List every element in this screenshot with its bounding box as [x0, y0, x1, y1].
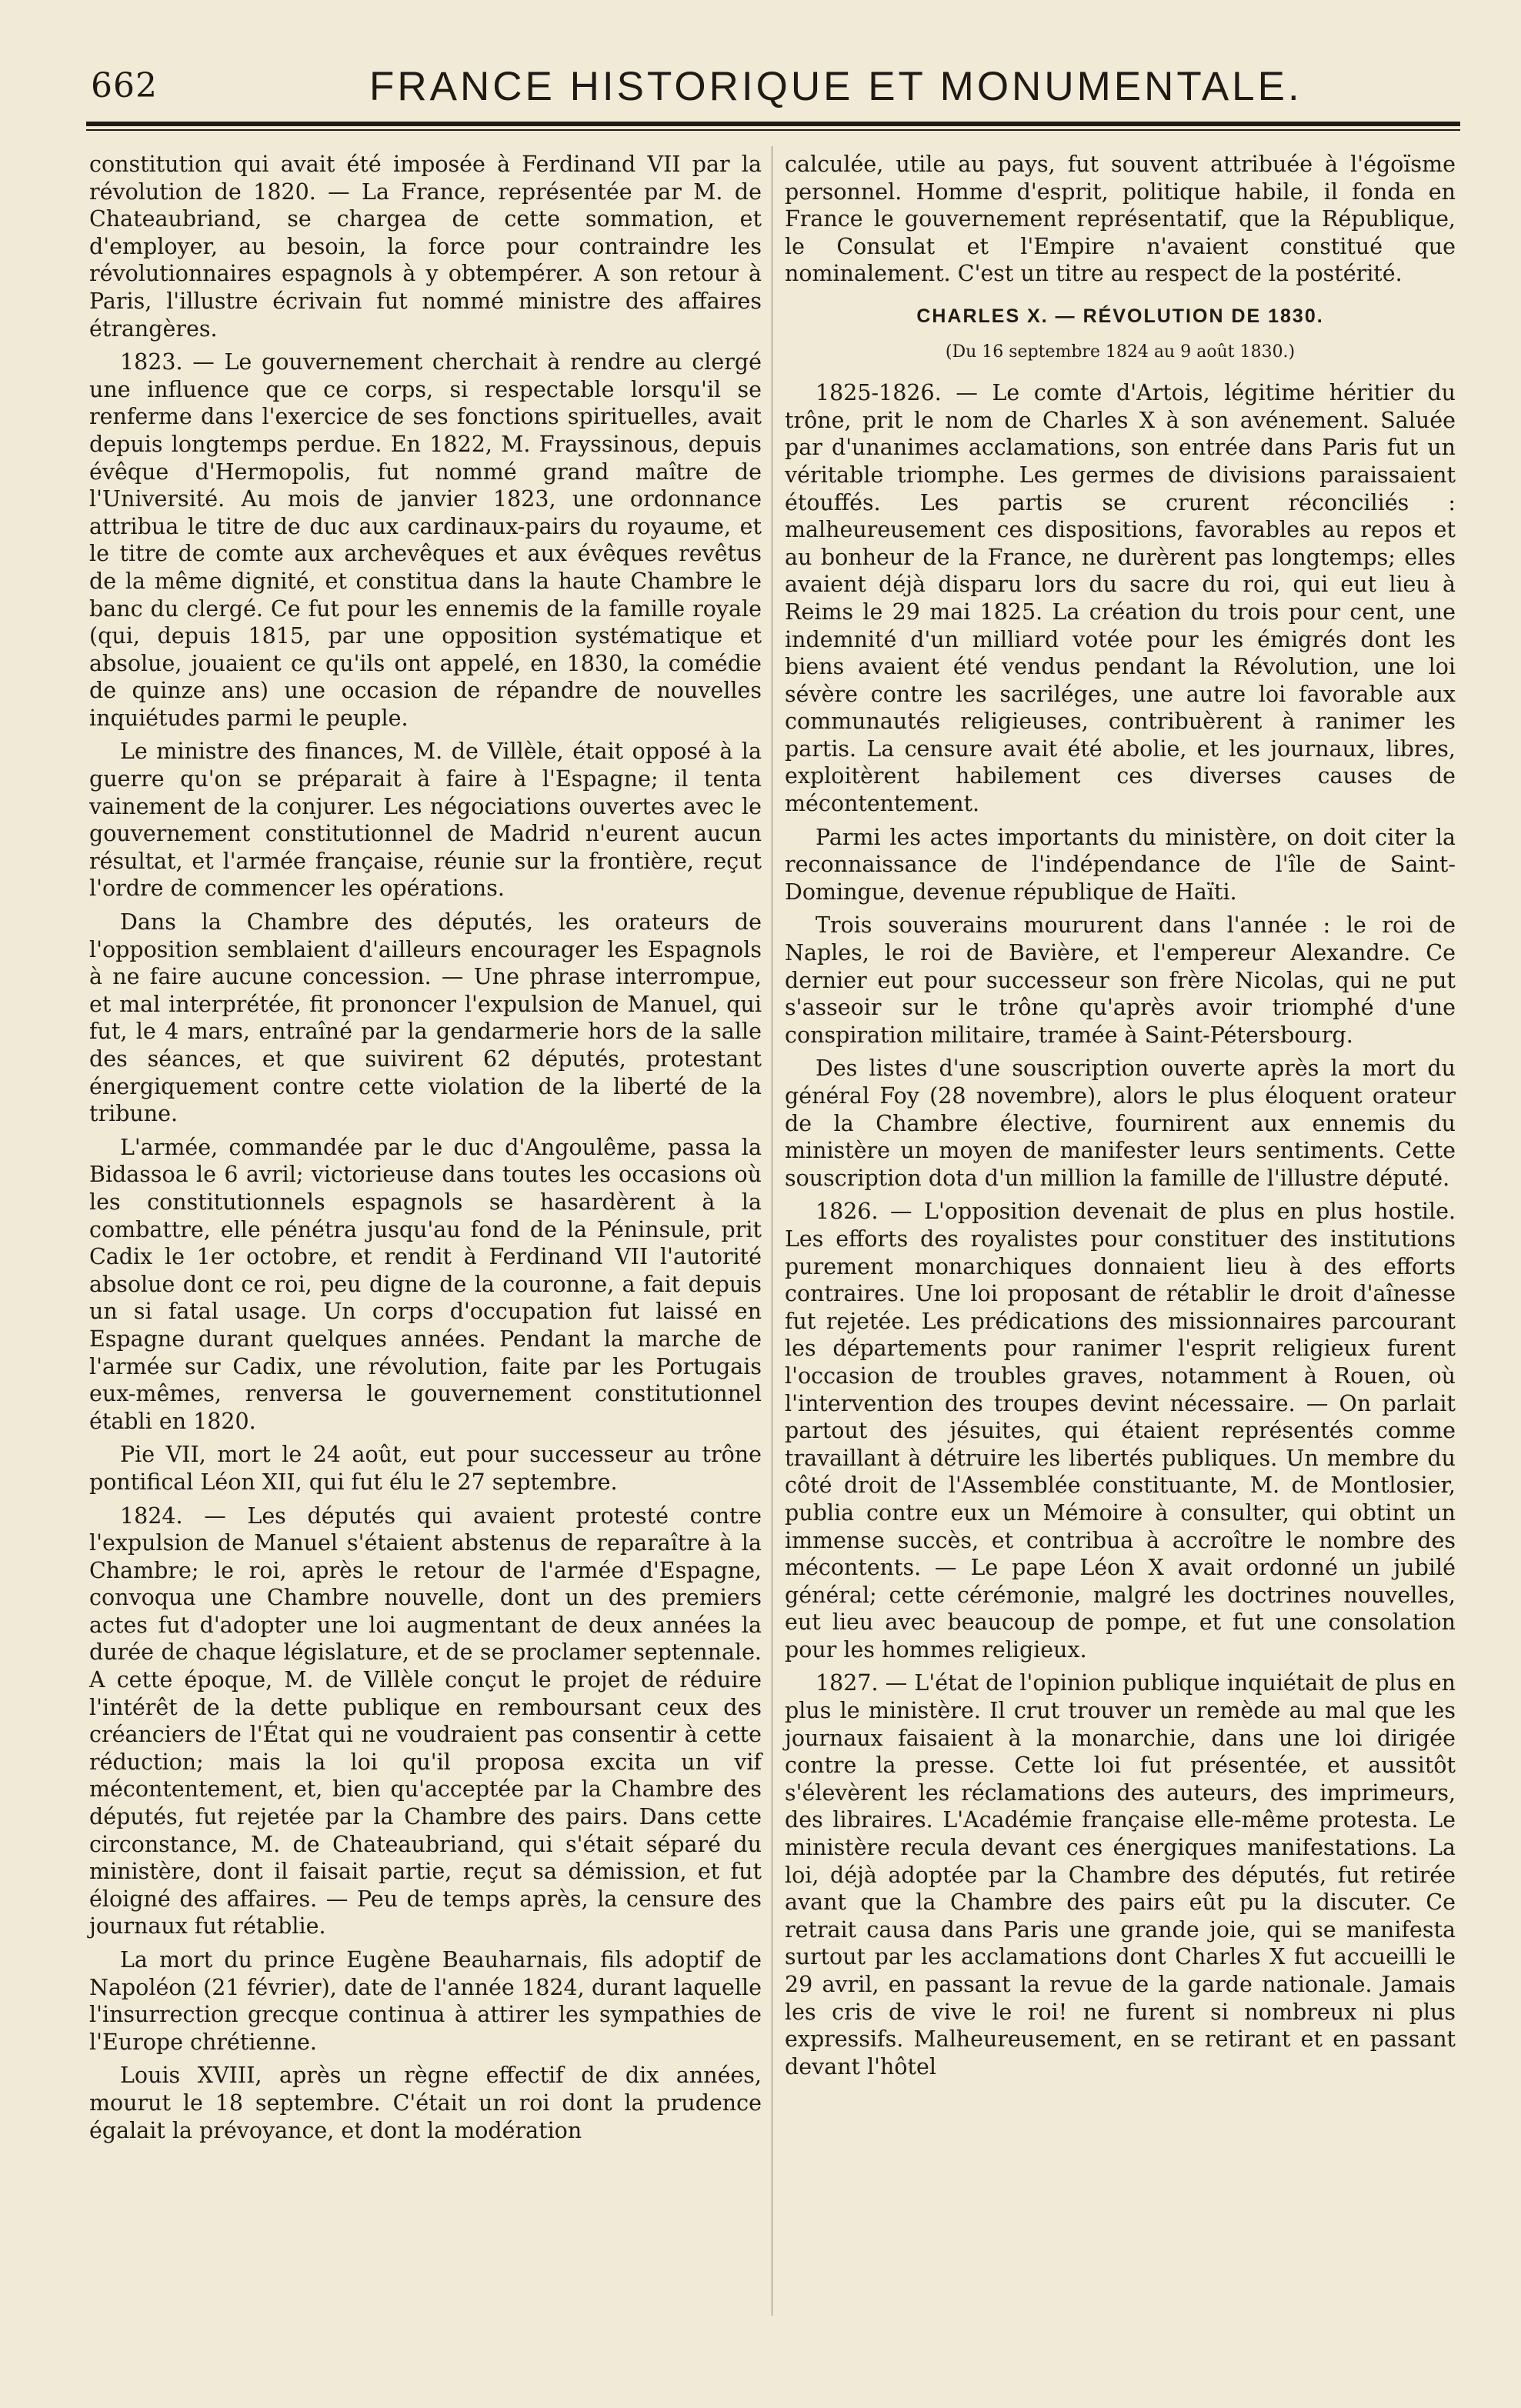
paragraph: Le ministre des finances, M. de Villèle, était opposé à la guerre qu'on se préparait à faire à l'Espagne; il tenta vainement de la conjurer. Les négociations ouvertes avec le gouvernement constitutionnel de Madrid n'eurent aucun résultat, et l'armée française, réunie sur la frontière, reçut l'ordre de commencer les opérations.: [89, 739, 762, 902]
paragraph: 1826. — L'opposition devenait de plus en plus hostile. Les efforts des royalistes pour constituer des institutions purement monarchiques donnaient lieu à des efforts contraires. Une loi proposant de rétablir le droit d'aînesse fut rejetée. Les prédications des missionnaires parcourant les départements pour ranimer l'esprit religieux furent l'occasion de troubles graves, notamment à Rouen, où l'intervention des troupes devint nécessaire. — On parlait partout des jésuites, qui étaient représentés comme travaillant à détruire les libertés publiques. Un membre du côté droit de l'Assemblée constituante, M. de Montlosier, publia contre eux un Mémoire à consulter, qui obtint un immense succès, et contribua à accroître le nombre des mécontents. — Le pape Léon X avait ordonné un jubilé général; cette cérémonie, malgré les doctrines nouvelles, eut lieu avec beaucoup de pompe, et fut une consolation pour les hommes religieux.: [785, 1199, 1456, 1663]
section-dates: (Du 16 septembre 1824 au 9 août 1830.): [945, 342, 1296, 362]
paragraph: Trois souverains moururent dans l'année : le roi de Naples, le roi de Bavière, et l'empereur Alexandre. Ce dernier eut pour successeur son frère Nicolas, qui ne put s'asseoir sur le trône qu'après avoir triomphé d'une conspiration militaire, tramée à Saint-Pétersbourg.: [785, 912, 1456, 1048]
paragraph: Pie VII, mort le 24 août, eut pour successeur au trône pontifical Léon XII, qui fut élu le 27 septembre.: [89, 1442, 762, 1495]
left-column: [89, 151, 762, 2150]
paragraph: 1825-1826. — Le comte d'Artois, légitime héritier du trône, prit le nom de Charles X à son avénement. Saluée par d'unanimes acclamations, son entrée dans Paris fut un véritable triomphe. Les germes de divisions paraissaient étouffés. Les partis se crurent réconciliés : malheureusement ces dispositions, favorables au repos et au bonheur de la France, ne durèrent pas longtemps; elles avaient déjà disparu lors du sacre du roi, qui eut lieu à Reims le 29 mai 1825. La création du trois pour cent, une indemnité d'un milliard votée pour les émigrés dont les biens avaient été vendus pendant la Révolution, une loi sévère contre les sacriléges, une autre loi favorable aux communautés religieuses, contribuèrent à ranimer les partis. La censure avait été abolie, et les journaux, libres, exploitèrent habilement ces diverses causes de mécontentement.: [785, 380, 1456, 817]
paragraph: L'armée, commandée par le duc d'Angoulême, passa la Bidassoa le 6 avril; victorieuse dans toutes les occasions où les constitutionnels espagnols se hasardèrent à la combattre, elle pénétra jusqu'au fond de la Péninsule, prit Cadix le 1er octobre, et rendit à Ferdinand VII l'autorité absolue dont ce roi, peu digne de la couronne, a fait depuis un si fatal usage. Un corps d'occupation fut laissé en Espagne durant quelques années. Pendant la marche de l'armée sur Cadix, une révolution, faite par les Portugais eux-mêmes, renversa le gouvernement constitutionnel établi en 1820.: [89, 1134, 762, 1434]
paragraph: 1824. — Les députés qui avaient protesté contre l'expulsion de Manuel s'étaient abstenus de reparaître à la Chambre; le roi, après le retour de l'armée d'Espagne, convoqua une Chambre nouvelle, dont un des premiers actes fut d'adopter une loi augmentant de deux années la durée de chaque législature, et de se proclamer septennale. A cette époque, M. de Villèle conçut le projet de réduire l'intérêt de la dette publique en remboursant ceux des créanciers de l'État qui ne voudraient pas consentir à cette réduction; mais la loi qu'il proposa excita un vif mécontentement, et, bien qu'acceptée par la Chambre des députés, fut rejetée par la Chambre des pairs. Dans cette circonstance, M. de Chateaubriand, qui s'était séparé du ministère, dont il faisait partie, reçut sa démission, et fut éloigné des affaires. — Peu de temps après, la censure des journaux fut rétablie.: [89, 1502, 762, 1939]
paragraph: Parmi les actes importants du ministère, on doit citer la reconnaissance de l'indépendance de l'île de Saint-Domingue, devenue république de Haïti.: [785, 824, 1456, 905]
paragraph: La mort du prince Eugène Beauharnais, fils adoptif de Napoléon (21 février), date de l'année 1824, durant laquelle l'insurrection grecque continua à attirer les sympathies de l'Europe chrétienne.: [89, 1947, 762, 2055]
paragraph: Louis XVIII, après un règne effectif de dix années, mourut le 18 septembre. C'était un roi dont la prudence égalait la prévoyance, et dont la modération: [89, 2063, 762, 2143]
page-header: [91, 63, 1459, 114]
paragraph: 1827. — L'état de l'opinion publique inquiétait de plus en plus le ministère. Il crut trouver un remède au mal que les journaux faisaient à la monarchie, dans une loi dirigée contre la presse. Cette loi fut présentée, et aussitôt s'élevèrent les réclamations des auteurs, des imprimeurs, des libraires. L'Académie française elle-même protesta. Le ministère recula devant ces énergiques manifestations. La loi, déjà adoptée par la Chambre des députés, fut retirée avant que la Chambre des pairs eût pu la discuter. Ce retrait causa dans Paris une grande joie, qui se manifesta surtout par les acclamations dont Charles X fut accueilli le 29 avril, en passant la revue de la garde nationale. Jamais les cris de vive le roi! ne furent si nombreux ni plus expressifs. Malheureusement, en se retirant et en passant devant l'hôtel: [785, 1670, 1456, 2079]
running-title: FRANCE HISTORIQUE ET MONUMENTALE.: [369, 64, 1303, 109]
paragraph: Dans la Chambre des députés, les orateurs de l'opposition semblaient d'ailleurs encourager les Espagnols à ne faire aucune concession. — Une phrase interrompue, et mal interprétée, fit prononcer l'expulsion de Manuel, qui fut, le 4 mars, entraîné par la gendarmerie hors de la salle des séances, et que suivirent 62 députés, protestant énergiquement contre cette violation de la liberté de la tribune.: [89, 909, 762, 1127]
header-rule-thin: [86, 129, 1460, 131]
paragraph: 1823. — Le gouvernement cherchait à rendre au clergé une influence que ce corps, si respectable lorsqu'il se renferme dans l'exercice de ses fonctions spirituelles, avait depuis longtemps perdue. En 1822, M. Frayssinous, depuis évêque d'Hermopolis, fut nommé grand maître de l'Université. Au mois de janvier 1823, une ordonnance attribua le titre de duc aux cardinaux-pairs du royaume, et le titre de comte aux archevêques et aux évêques revêtus de la même dignité, et constitua dans la haute Chambre le banc du clergé. Ce fut pour les ennemis de la famille royale (qui, depuis 1815, par une opposition systématique et absolue, jouaient ce qu'ils ont appelé, en 1830, la comédie de quinze ans) une occasion de répandre de nouvelles inquiétudes parmi le peuple.: [89, 349, 762, 731]
paragraph: calculée, utile au pays, fut souvent attribuée à l'égoïsme personnel. Homme d'esprit, politique habile, il fonda en France le gouvernement représentatif, que la République, le Consulat et l'Empire n'avaient constitué que nominalement. C'est un titre au respect de la postérité.: [785, 152, 1456, 287]
paragraph: constitution qui avait été imposée à Ferdinand VII par la révolution de 1820. — La France, représentée par M. de Chateaubriand, se chargea de cette sommation, et d'employer, au besoin, la force pour contraindre les révolutionnaires espagnols à y obtempérer. A son retour à Paris, l'illustre écrivain fut nommé ministre des affaires étrangères.: [89, 152, 762, 342]
section-title: CHARLES X. — RÉVOLUTION DE 1830.: [916, 305, 1324, 327]
right-column: [785, 151, 1456, 2086]
page-number: 662: [91, 66, 158, 105]
paragraph: Des listes d'une souscription ouverte après la mort du général Foy (28 novembre), alors le plus éloquent orateur de la Chambre élective, fournirent aux ennemis du ministère un moyen de manifester leurs sentiments. Cette souscription dota d'un million la famille de l'illustre député.: [785, 1056, 1456, 1191]
header-rule: [86, 122, 1460, 126]
